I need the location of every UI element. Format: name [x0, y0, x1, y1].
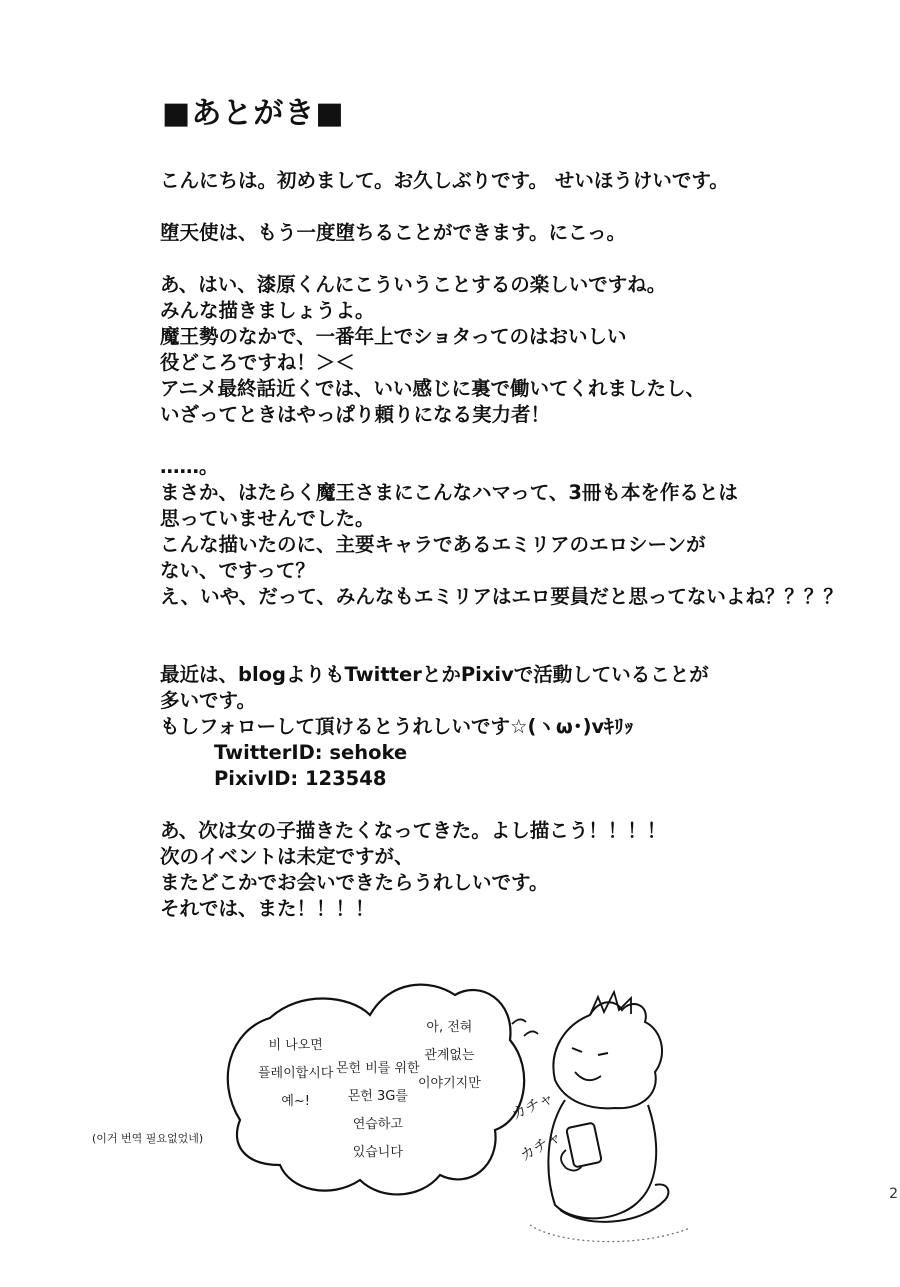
sound-effect: カチャ	[516, 1126, 565, 1165]
paragraph-greeting	[160, 168, 840, 194]
bubble-line: 아, 전혀	[426, 1020, 473, 1035]
text-line: 次のイベントは未定ですが、	[160, 845, 414, 868]
handheld-device	[566, 1123, 602, 1168]
text-line: まさか、はたらく魔王さまにこんなハマって、3冊も本を作るとは	[160, 481, 738, 504]
paragraph-urushihara	[160, 272, 840, 428]
illustration	[0, 960, 900, 1287]
afterword-title: ■あとがき■	[162, 96, 345, 131]
text-line: いざってときはやっぱり頼りになる実力者！	[160, 403, 551, 426]
text-line: またどこかでお会いできたらうれしいです。	[160, 871, 549, 894]
character-hair	[590, 992, 631, 1015]
text-line: こんにちは。初めまして。お久しぶりです。 せいほうけいです。	[160, 169, 729, 192]
bubble-line: 예~!	[281, 1094, 311, 1109]
character-body	[548, 1100, 656, 1218]
text-line: あ、次は女の子描きたくなってきた。よし描こう！！！！	[160, 819, 667, 842]
motion-mark	[524, 1031, 538, 1036]
character-mouth	[575, 1072, 601, 1080]
text-line: 堕天使は、もう一度堕ちることができます。にこっ。	[160, 221, 627, 244]
character-eye	[598, 1053, 608, 1055]
paragraph-fallen-angel	[160, 220, 840, 246]
ground-shadow	[530, 1225, 690, 1242]
text-line: こんな描いたのに、主要キャラであるエミリアのエロシーンが	[160, 533, 706, 556]
bubble-line: 몬헌 비를 위한	[336, 1061, 420, 1076]
paragraph-closing	[160, 818, 840, 922]
bubble-line: 있습니다	[352, 1145, 403, 1160]
translator-note: (이거 번역 필요없었네)	[92, 1132, 204, 1145]
afterword-body	[160, 168, 843, 948]
text-line: それでは、また！！！！	[160, 897, 375, 920]
character-eye	[572, 1048, 582, 1052]
sound-effect: カチャ	[508, 1088, 557, 1124]
bubble-line: 비 나오면	[268, 1038, 323, 1053]
bubble-middle-text	[336, 1055, 420, 1167]
text-line: え、いや、だって、みんなもエミリアはエロ要員だと思ってないよね？？？？	[160, 585, 843, 608]
motion-mark	[512, 1019, 526, 1024]
bubble-left-text	[258, 1032, 333, 1116]
text-line: アニメ最終話近くでは、いい感じに裏で働いてくれましたし、	[160, 377, 706, 400]
pixiv-id: PixivID: 123548	[214, 767, 387, 790]
text-line: あ、はい、漆原くんにこういうことするの楽しいですね。	[160, 273, 667, 296]
text-line: 役どころですね！＞＜	[160, 351, 355, 374]
paragraph-emilia	[160, 454, 843, 610]
page-number: 2	[889, 1186, 898, 1202]
text-line: 魔王勢のなかで、一番年上でショタってのはおいしい	[160, 325, 627, 348]
bubble-line: 플레이합시다	[258, 1066, 334, 1081]
text-line: もしフォローして頂けるとうれしいです☆(ヽω･)vｷﾘｯ	[160, 715, 634, 738]
bubble-line: 이야기지만	[418, 1076, 481, 1091]
paragraph-sns	[160, 662, 840, 792]
character-head	[553, 1002, 662, 1108]
bubble-right-text	[418, 1014, 481, 1098]
text-line: 最近は、blogよりもTwitterとかPixivで活動していることが	[160, 663, 709, 686]
bubble-line: 관계없는	[424, 1048, 475, 1063]
text-line: 多いです。	[160, 689, 256, 712]
text-line: 思っていませんでした。	[160, 507, 375, 530]
twitter-id: TwitterID: sehoke	[214, 741, 408, 764]
bubble-line: 연습하고	[352, 1117, 403, 1132]
text-line: ……。	[160, 455, 219, 478]
text-line: みんな描きましょうよ。	[160, 299, 375, 322]
text-line: ない、ですって？	[160, 559, 315, 582]
bubble-line: 몬헌 3G를	[347, 1089, 408, 1104]
